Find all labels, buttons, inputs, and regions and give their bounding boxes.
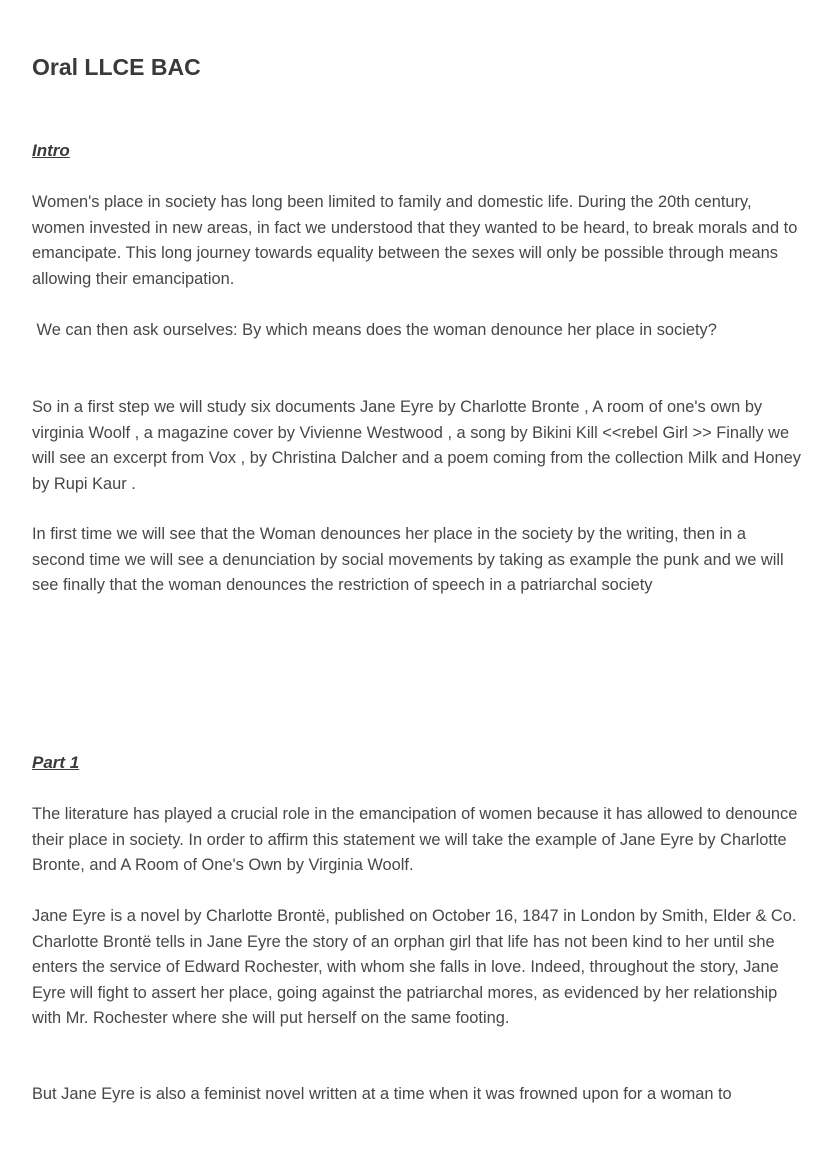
document-title: Oral LLCE BAC (32, 54, 201, 80)
part1-paragraph-jane-eyre: Jane Eyre is a novel by Charlotte Brontë, published on October 16, 1847 in London by Smith, Elder & Co. Charlotte Brontë tells in Jane Eyre the story of an orphan girl that life has not been kind to her until she enters the service of Edward Rochester, with whom she falls in love. Indeed, throughout the story, Jane Eyre will fight to assert her place, going against the patriarchal mores, as evidenced by her relationship with Mr. Rochester where she will put herself on the same footing. (32, 907, 797, 1028)
part1-paragraph-feminist: But Jane Eyre is also a feminist novel written at a time when it was frowned upon for a woman to (32, 1085, 732, 1103)
intro-heading: Intro (32, 141, 70, 160)
part1-paragraph-literature: The literature has played a crucial role in the emancipation of women because it has allowed to denounce their place in society. In order to affirm this statement we will take the example of Jane Eyre by Charlotte Bronte, and A Room of One's Own by Virginia Woolf. (32, 805, 798, 875)
intro-paragraph-plan: In first time we will see that the Woman denounces her place in the society by the writing, then in a second time we will see a denunciation by social movements by taking as example the punk and we will see finally that the woman denounces the restriction of speech in a patriarchal society (32, 525, 784, 595)
intro-paragraph-context: Women's place in society has long been limited to family and domestic life. During the 20th century, women invested in new areas, in fact we understood that they wanted to be heard, to break morals and to emancipate. This long journey towards equality between the sexes will only be possible through means allowing their emancipation. (32, 193, 798, 288)
intro-paragraph-problematic: We can then ask ourselves: By which means does the woman denounce her place in society? (32, 321, 717, 339)
intro-paragraph-documents: So in a first step we will study six documents Jane Eyre by Charlotte Bronte , A room of one's own by virginia Woolf , a magazine cover by Vivienne Westwood , a song by Bikini Kill <<rebel Girl >> Finally we will see an excerpt from Vox , by Christina Dalcher and a poem coming from the collection Milk and Honey by Rupi Kaur . (32, 398, 801, 493)
part1-heading: Part 1 (32, 753, 80, 772)
